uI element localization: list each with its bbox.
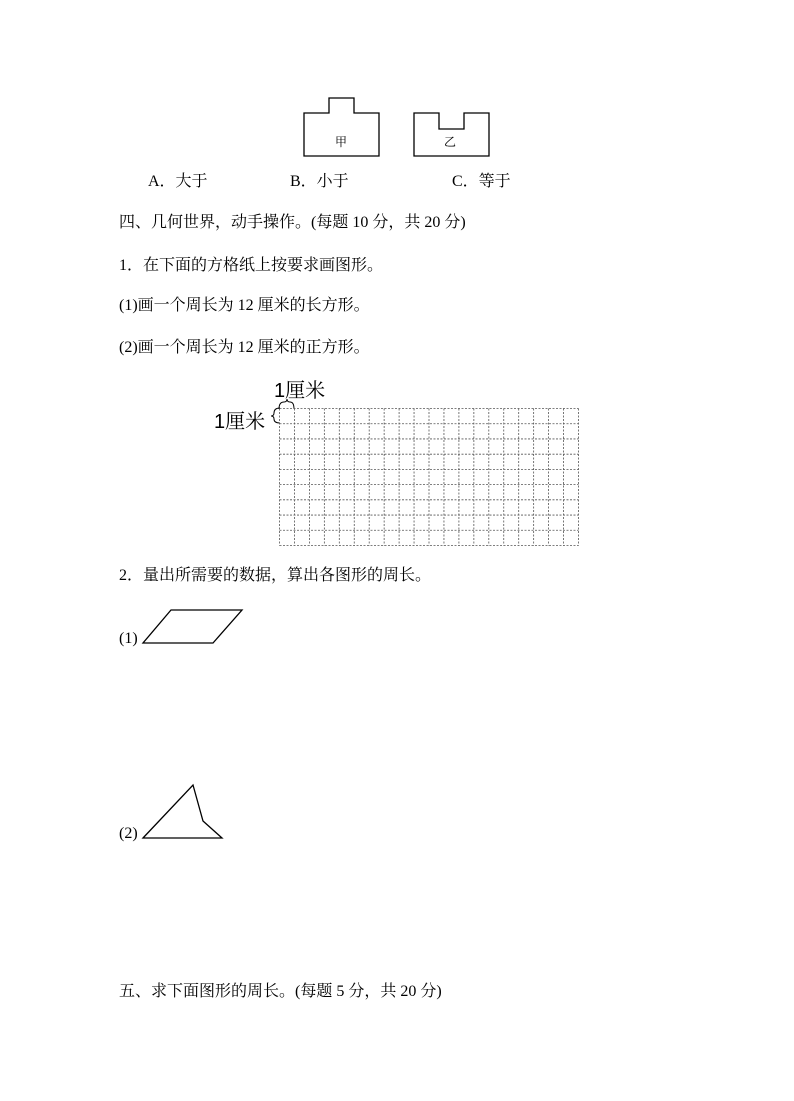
unit-label-left: 1厘米 xyxy=(214,411,266,433)
question-1-sub-1: (1)画一个周长为 12 厘米的长方形。 xyxy=(119,297,370,314)
section-4-heading: 四、几何世界，动手操作。(每题 10 分，共 20 分) xyxy=(119,214,466,231)
shape-jia-label: 甲 xyxy=(335,135,348,149)
question-2-prompt: 2．量出所需要的数据，算出各图形的周长。 xyxy=(119,567,432,584)
shape-yi-label: 乙 xyxy=(444,135,457,149)
figure-2-label: (2) xyxy=(119,825,138,842)
option-b: B．小于 xyxy=(290,173,349,190)
unit-label-top: 1厘米 xyxy=(274,380,326,402)
figure-1-label: (1) xyxy=(119,630,138,647)
question-1-sub-2: (2)画一个周长为 12 厘米的正方形。 xyxy=(119,339,370,356)
question-1-prompt: 1．在下面的方格纸上按要求画图形。 xyxy=(119,257,384,274)
option-c: C．等于 xyxy=(452,173,511,190)
option-a: A．大于 xyxy=(148,173,208,190)
section-5-heading: 五、求下面图形的周长。(每题 5 分，共 20 分) xyxy=(119,983,442,1000)
